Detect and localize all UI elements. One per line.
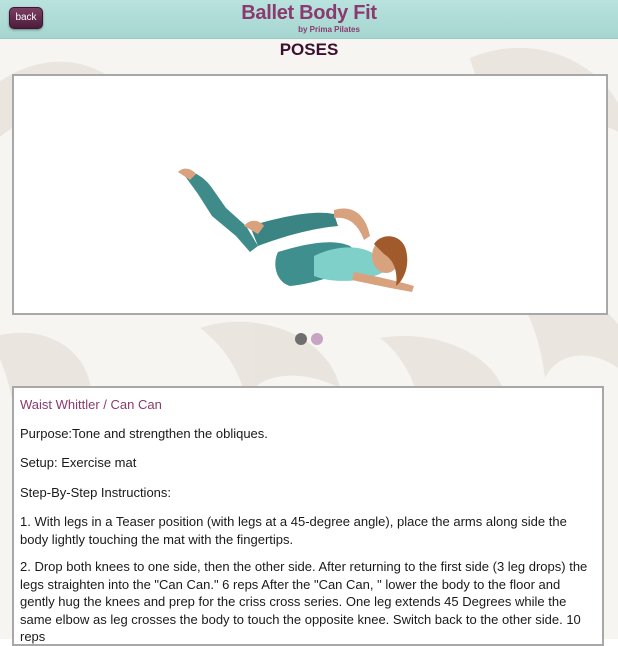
page-title: POSES [279, 40, 339, 59]
back-button[interactable]: back [9, 7, 43, 29]
pose-illustration [14, 76, 606, 313]
carousel-page-indicator[interactable] [295, 333, 325, 345]
step-2-text: 2. Drop both knees to one side, then the other side. After returning to the first side (3 leg drops) the legs straighten into the "Can Can." 6 reps After the "Can Can, " lower the body to the floor and gently hug the knees and prep for the criss cross series. One leg extends 45 Degrees while the same elbow as leg crosses the body to touch the opposite knee. Switch back to the other side. 10 reps [20, 559, 588, 644]
steps-heading: Step-By-Step Instructions: [20, 485, 172, 500]
pose-purpose: Purpose:Tone and strengthen the obliques. [20, 426, 268, 441]
pose-setup: Setup: Exercise mat [20, 455, 137, 470]
pose-name: Waist Whittler / Can Can [20, 397, 162, 412]
page-dot-active[interactable] [295, 333, 307, 345]
brand-subtitle: by Prima Pilates [298, 25, 360, 34]
pose-description-panel[interactable] [12, 386, 604, 646]
page-dot[interactable] [311, 333, 323, 345]
brand-logo-title: Ballet Body Fit [241, 2, 377, 24]
pose-image-frame[interactable] [12, 74, 608, 315]
header-bar [0, 0, 618, 39]
step-1-text: 1. With legs in a Teaser position (with legs at a 45-degree angle), place the arms along side the body lightly touching the mat with the fingertips. [20, 514, 567, 547]
